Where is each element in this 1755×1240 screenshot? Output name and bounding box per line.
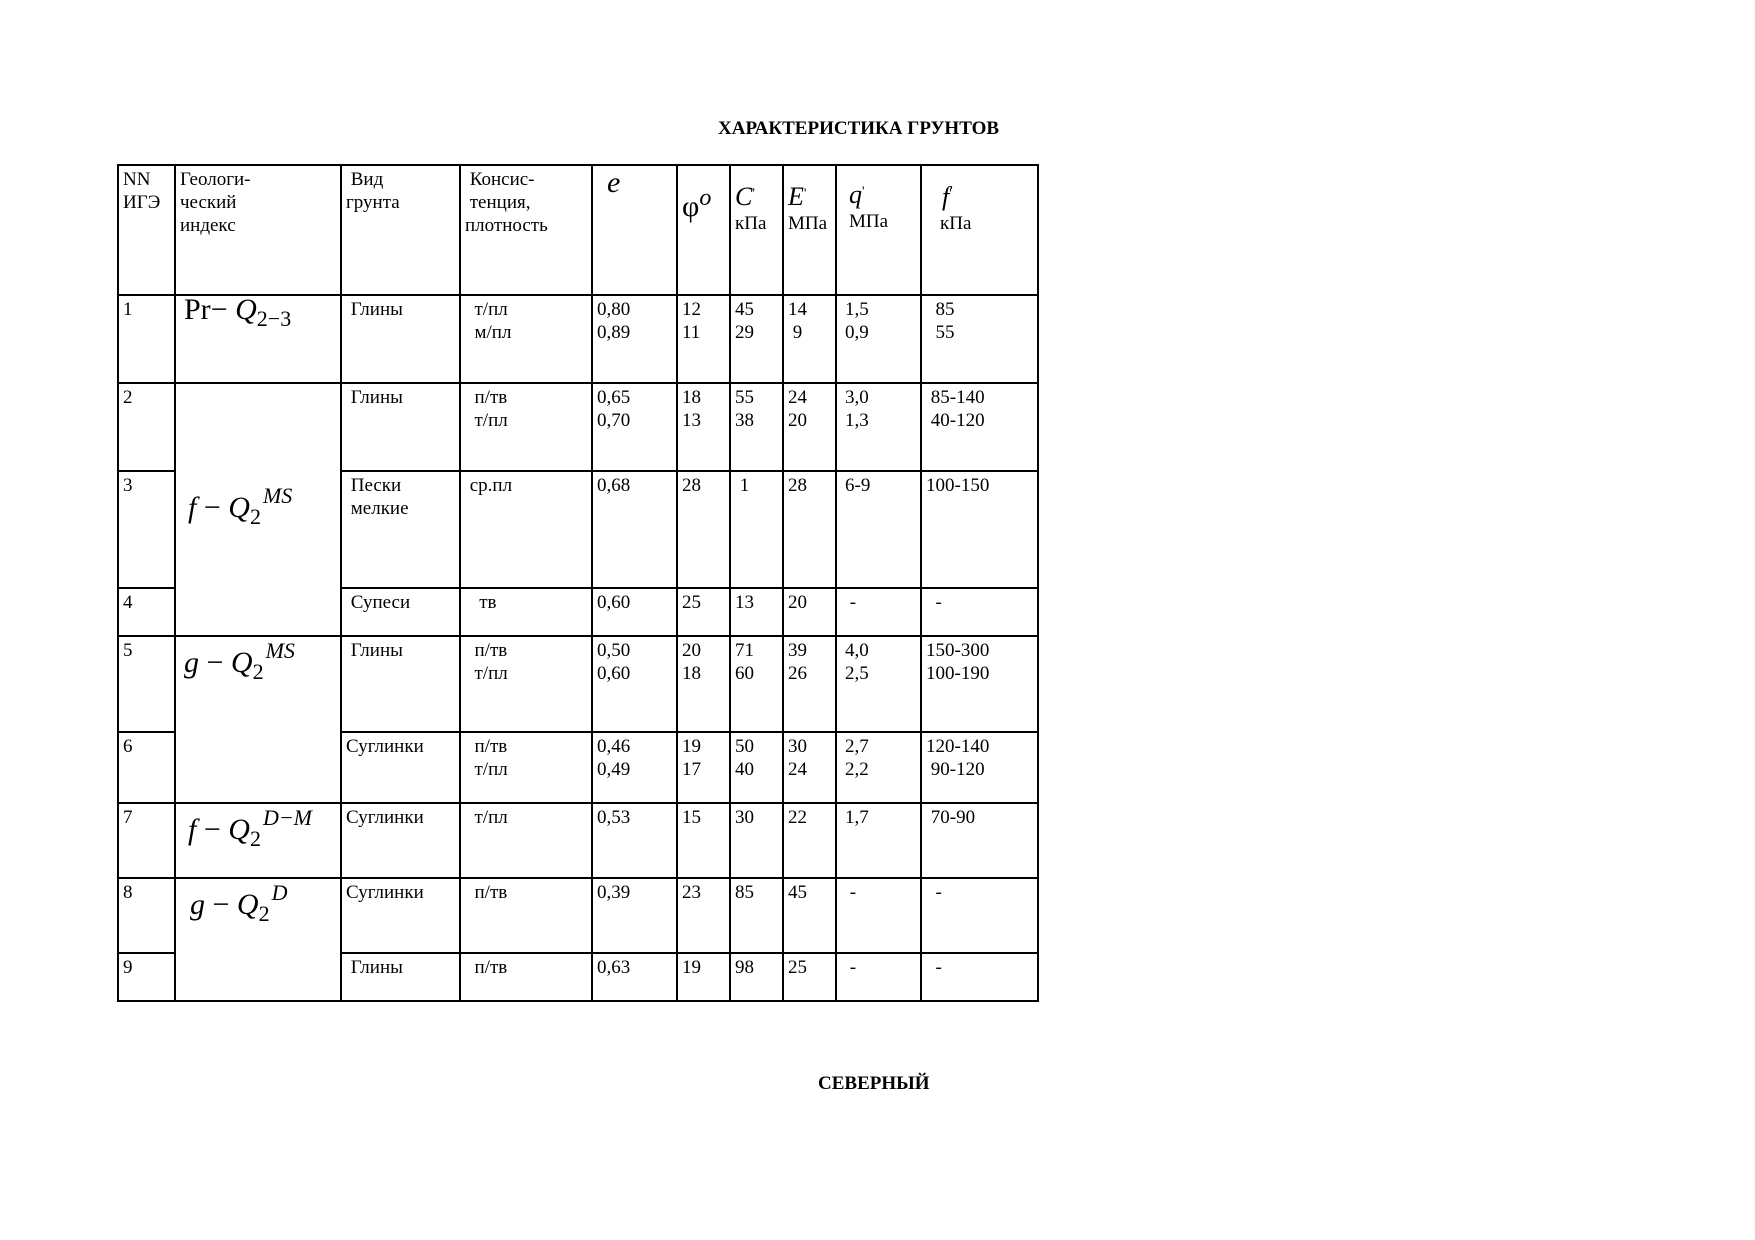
formula-g-q2-d: $g - Q_2^D$ <box>190 880 288 926</box>
page-title: ХАРАКТЕРИСТИКА ГРУНТОВ <box>718 118 1000 139</box>
friction-unit: кПа <box>940 213 972 234</box>
cell-consistency: п/тв т/пл <box>460 732 592 803</box>
cell-friction-angle: 15 <box>677 803 730 878</box>
table-row <box>118 295 1038 383</box>
cell-porosity: 0,60 <box>592 588 677 636</box>
cell-soil-type: Глины <box>341 295 460 383</box>
load-symbol: q <box>849 180 862 209</box>
cell-consistency: тв <box>460 588 592 636</box>
table-header-row <box>118 165 1038 295</box>
cell-friction-angle: 19 17 <box>677 732 730 803</box>
table-row <box>118 383 1038 471</box>
cell-modulus: 20 <box>783 588 836 636</box>
cell-porosity: 0,39 <box>592 878 677 953</box>
cell-consistency: т/пл <box>460 803 592 878</box>
cell-porosity: 0,46 0,49 <box>592 732 677 803</box>
cell-porosity: 0,65 0,70 <box>592 383 677 471</box>
header-load: q' МПа <box>836 165 921 295</box>
cell-soil-type: Глины <box>341 383 460 471</box>
cell-geologic-index <box>175 878 341 1001</box>
cell-friction: 85 55 <box>921 295 1038 383</box>
header-porosity <box>592 165 677 295</box>
cell-cohesion: 50 40 <box>730 732 783 803</box>
cell-load: 4,0 2,5 <box>836 636 921 732</box>
header-friction-angle <box>677 165 730 295</box>
cell-porosity: 0,63 <box>592 953 677 1001</box>
cell-number: 5 <box>118 636 175 732</box>
cell-geologic-index <box>175 383 341 636</box>
modulus-symbol: E <box>788 182 804 211</box>
cell-friction: 70-90 <box>921 803 1038 878</box>
cell-load: - <box>836 953 921 1001</box>
porosity-symbol: e <box>607 166 621 199</box>
table-row <box>118 878 1038 953</box>
formula-pr-q2-3: $Pr- Q_{2-3}$ <box>184 295 292 331</box>
cell-friction-angle: 18 13 <box>677 383 730 471</box>
cell-cohesion: 13 <box>730 588 783 636</box>
friction-symbol: f <box>942 182 950 211</box>
cell-load: - <box>836 878 921 953</box>
cell-friction: - <box>921 953 1038 1001</box>
cell-modulus: 28 <box>783 471 836 588</box>
header-soil-type: Вид грунта <box>341 165 460 295</box>
cell-consistency: п/тв т/пл <box>460 383 592 471</box>
cell-consistency: п/тв <box>460 878 592 953</box>
cell-load: 2,7 2,2 <box>836 732 921 803</box>
cell-geologic-index <box>175 636 341 803</box>
cell-soil-type: Суглинки <box>341 803 460 878</box>
formula-g-q2-ms: $g - Q_2^{MS}$ <box>184 638 295 684</box>
cell-cohesion: 1 <box>730 471 783 588</box>
cell-modulus: 25 <box>783 953 836 1001</box>
cell-load: 6-9 <box>836 471 921 588</box>
table-row <box>118 803 1038 878</box>
soil-characteristics-table <box>117 164 1039 1002</box>
cell-friction: 85-140 40-120 <box>921 383 1038 471</box>
cell-load: 1,7 <box>836 803 921 878</box>
header-geologic-index: Геологи- ческий индекс <box>175 165 341 295</box>
cell-consistency: п/тв т/пл <box>460 636 592 732</box>
cell-friction-angle: 23 <box>677 878 730 953</box>
cell-cohesion: 98 <box>730 953 783 1001</box>
cell-cohesion: 30 <box>730 803 783 878</box>
modulus-unit: МПа <box>788 213 828 234</box>
cell-porosity: 0,68 <box>592 471 677 588</box>
footer-label: СЕВЕРНЫЙ <box>818 1073 930 1094</box>
cell-number: 3 <box>118 471 175 588</box>
cell-consistency: т/пл м/пл <box>460 295 592 383</box>
cell-consistency: ср.пл <box>460 471 592 588</box>
cell-cohesion: 55 38 <box>730 383 783 471</box>
cell-consistency: п/тв <box>460 953 592 1001</box>
cohesion-unit: кПа <box>735 213 767 234</box>
cell-number: 6 <box>118 732 175 803</box>
table-row <box>118 636 1038 732</box>
cell-number: 1 <box>118 295 175 383</box>
cell-friction-angle: 25 <box>677 588 730 636</box>
cell-modulus: 24 20 <box>783 383 836 471</box>
header-consistency: Консис- тенция, плотность <box>460 165 592 295</box>
cohesion-symbol: C <box>735 182 753 211</box>
cell-soil-type: Глины <box>341 953 460 1001</box>
friction-angle-symbol: $\varphi^о$ <box>682 185 712 223</box>
header-modulus: E' МПа <box>783 165 836 295</box>
cell-porosity: 0,53 <box>592 803 677 878</box>
cell-modulus: 30 24 <box>783 732 836 803</box>
cell-number: 9 <box>118 953 175 1001</box>
cell-porosity: 0,50 0,60 <box>592 636 677 732</box>
cell-soil-type: Суглинки <box>341 878 460 953</box>
cell-friction-angle: 20 18 <box>677 636 730 732</box>
cell-number: 7 <box>118 803 175 878</box>
cell-number: 2 <box>118 383 175 471</box>
header-cohesion: C' кПа <box>730 165 783 295</box>
cell-modulus: 14 9 <box>783 295 836 383</box>
cell-modulus: 39 26 <box>783 636 836 732</box>
cell-soil-type: Пески мелкие <box>341 471 460 588</box>
cell-cohesion: 71 60 <box>730 636 783 732</box>
load-unit: МПа <box>849 211 889 232</box>
cell-friction: 120-140 90-120 <box>921 732 1038 803</box>
cell-modulus: 45 <box>783 878 836 953</box>
formula-f-q2-ms: $f - Q_2^{MS}$ <box>188 483 293 529</box>
cell-friction: 150-300 100-190 <box>921 636 1038 732</box>
header-friction: f' кПа <box>921 165 1038 295</box>
header-number: NN ИГЭ <box>118 165 175 295</box>
cell-geologic-index <box>175 803 341 878</box>
cell-load: 1,5 0,9 <box>836 295 921 383</box>
cell-number: 8 <box>118 878 175 953</box>
cell-cohesion: 45 29 <box>730 295 783 383</box>
cell-friction-angle: 28 <box>677 471 730 588</box>
cell-friction: 100-150 <box>921 471 1038 588</box>
cell-friction: - <box>921 878 1038 953</box>
cell-soil-type: Супеси <box>341 588 460 636</box>
cell-friction-angle: 19 <box>677 953 730 1001</box>
formula-f-q2-dm: $f - Q_2^{D-M}$ <box>188 805 312 851</box>
cell-soil-type: Глины <box>341 636 460 732</box>
cell-modulus: 22 <box>783 803 836 878</box>
cell-cohesion: 85 <box>730 878 783 953</box>
cell-friction: - <box>921 588 1038 636</box>
cell-number: 4 <box>118 588 175 636</box>
cell-load: - <box>836 588 921 636</box>
cell-porosity: 0,80 0,89 <box>592 295 677 383</box>
cell-friction-angle: 12 11 <box>677 295 730 383</box>
cell-load: 3,0 1,3 <box>836 383 921 471</box>
cell-soil-type: Суглинки <box>341 732 460 803</box>
cell-geologic-index <box>175 295 341 383</box>
